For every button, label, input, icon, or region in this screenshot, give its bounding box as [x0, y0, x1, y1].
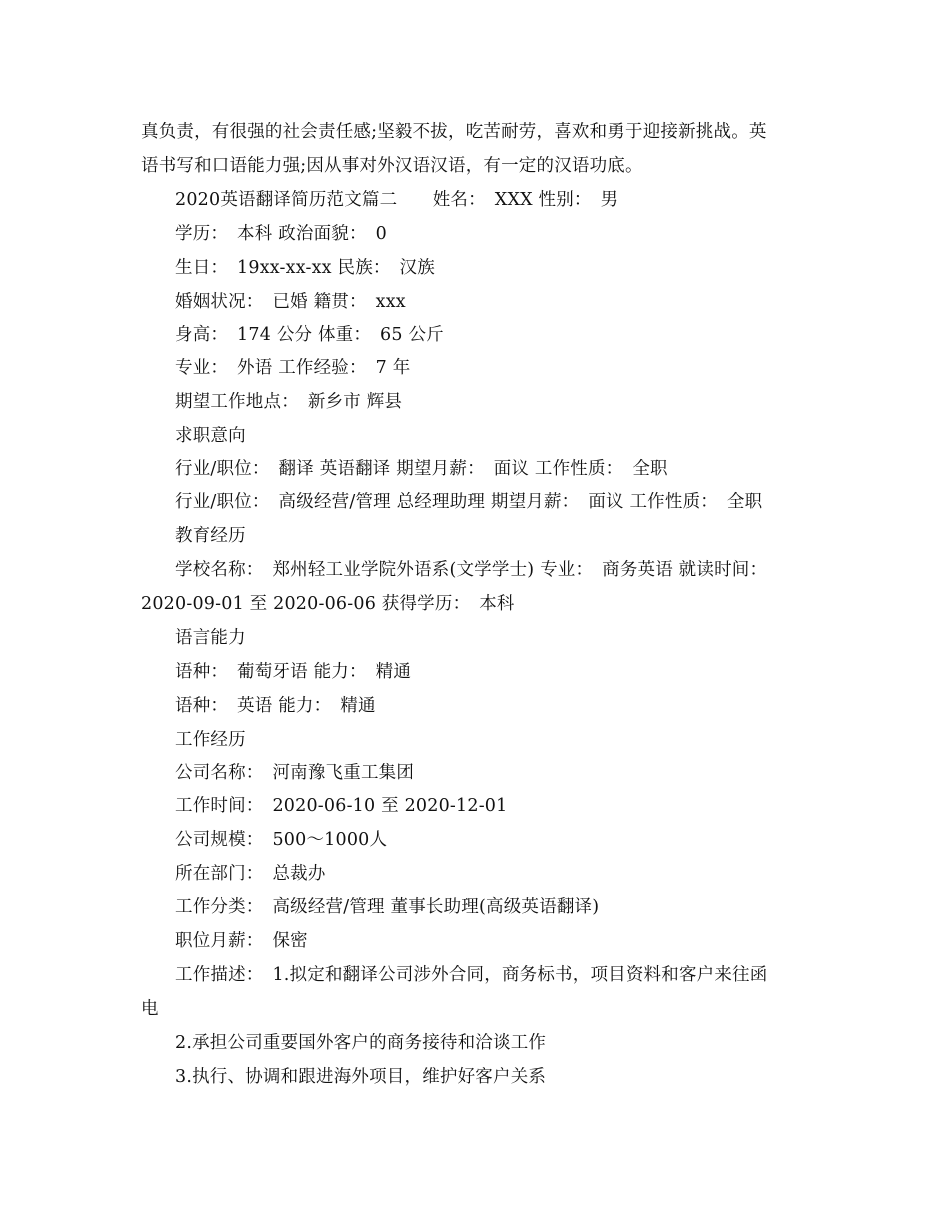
text-line: 职位月薪： 保密 [175, 931, 308, 951]
text-line: 行业/职位： 高级经营/管理 总经理助理 期望月薪： 面议 工作性质： 全职 [175, 492, 763, 512]
text-line: 期望工作地点： 新乡市 辉县 [175, 392, 403, 412]
text-line: 学校名称： 郑州轻工业学院外语系(文学学士) 专业： 商务英语 就读时间： [175, 560, 768, 580]
text-line: 电 [141, 999, 159, 1019]
text-line: 行业/职位： 翻译 英语翻译 期望月薪： 面议 工作性质： 全职 [175, 459, 668, 479]
section-heading: 语言能力 [175, 628, 246, 648]
section-heading: 工作经历 [175, 730, 246, 750]
text-line: 专业： 外语 工作经验： 7 年 [175, 358, 411, 378]
text-line: 身高： 174 公分 体重： 65 公斤 [175, 325, 444, 345]
text-line: 2020-09-01 至 2020-06-06 获得学历： 本科 [141, 594, 515, 614]
text-line: 工作分类： 高级经营/管理 董事长助理(高级英语翻译) [175, 897, 600, 917]
text-line: 工作时间： 2020-06-10 至 2020-12-01 [175, 796, 508, 816]
text-line: 工作描述： 1.拟定和翻译公司涉外合同，商务标书，项目资料和客户来往函 [175, 965, 768, 985]
text-line: 语书写和口语能力强;因从事对外汉语汉语，有一定的汉语功底。 [141, 156, 643, 176]
text-line: 真负责，有很强的社会责任感;坚毅不拔，吃苦耐劳，喜欢和勇于迎接新挑战。英 [141, 122, 767, 142]
text-line: 学历： 本科 政治面貌： 0 [175, 224, 387, 244]
text-line: 语种： 英语 能力： 精通 [175, 696, 376, 716]
section-heading: 教育经历 [175, 526, 246, 546]
text-line: 公司名称： 河南豫飞重工集团 [175, 763, 415, 783]
text-line: 婚姻状况： 已婚 籍贯： xxx [175, 292, 406, 312]
text-line: 3.执行、协调和跟进海外项目，维护好客户关系 [175, 1067, 547, 1087]
section-heading: 求职意向 [175, 426, 246, 446]
text-line: 2.承担公司重要国外客户的商务接待和洽谈工作 [175, 1033, 547, 1053]
section-title-line: 2020英语翻译简历范文篇二 姓名： XXX 性别： 男 [175, 190, 619, 210]
text-line: 语种： 葡萄牙语 能力： 精通 [175, 662, 412, 682]
text-line: 公司规模： 500～1000人 [175, 830, 388, 850]
text-line: 生日： 19xx-xx-xx 民族： 汉族 [175, 258, 435, 278]
text-line: 所在部门： 总裁办 [175, 864, 326, 884]
